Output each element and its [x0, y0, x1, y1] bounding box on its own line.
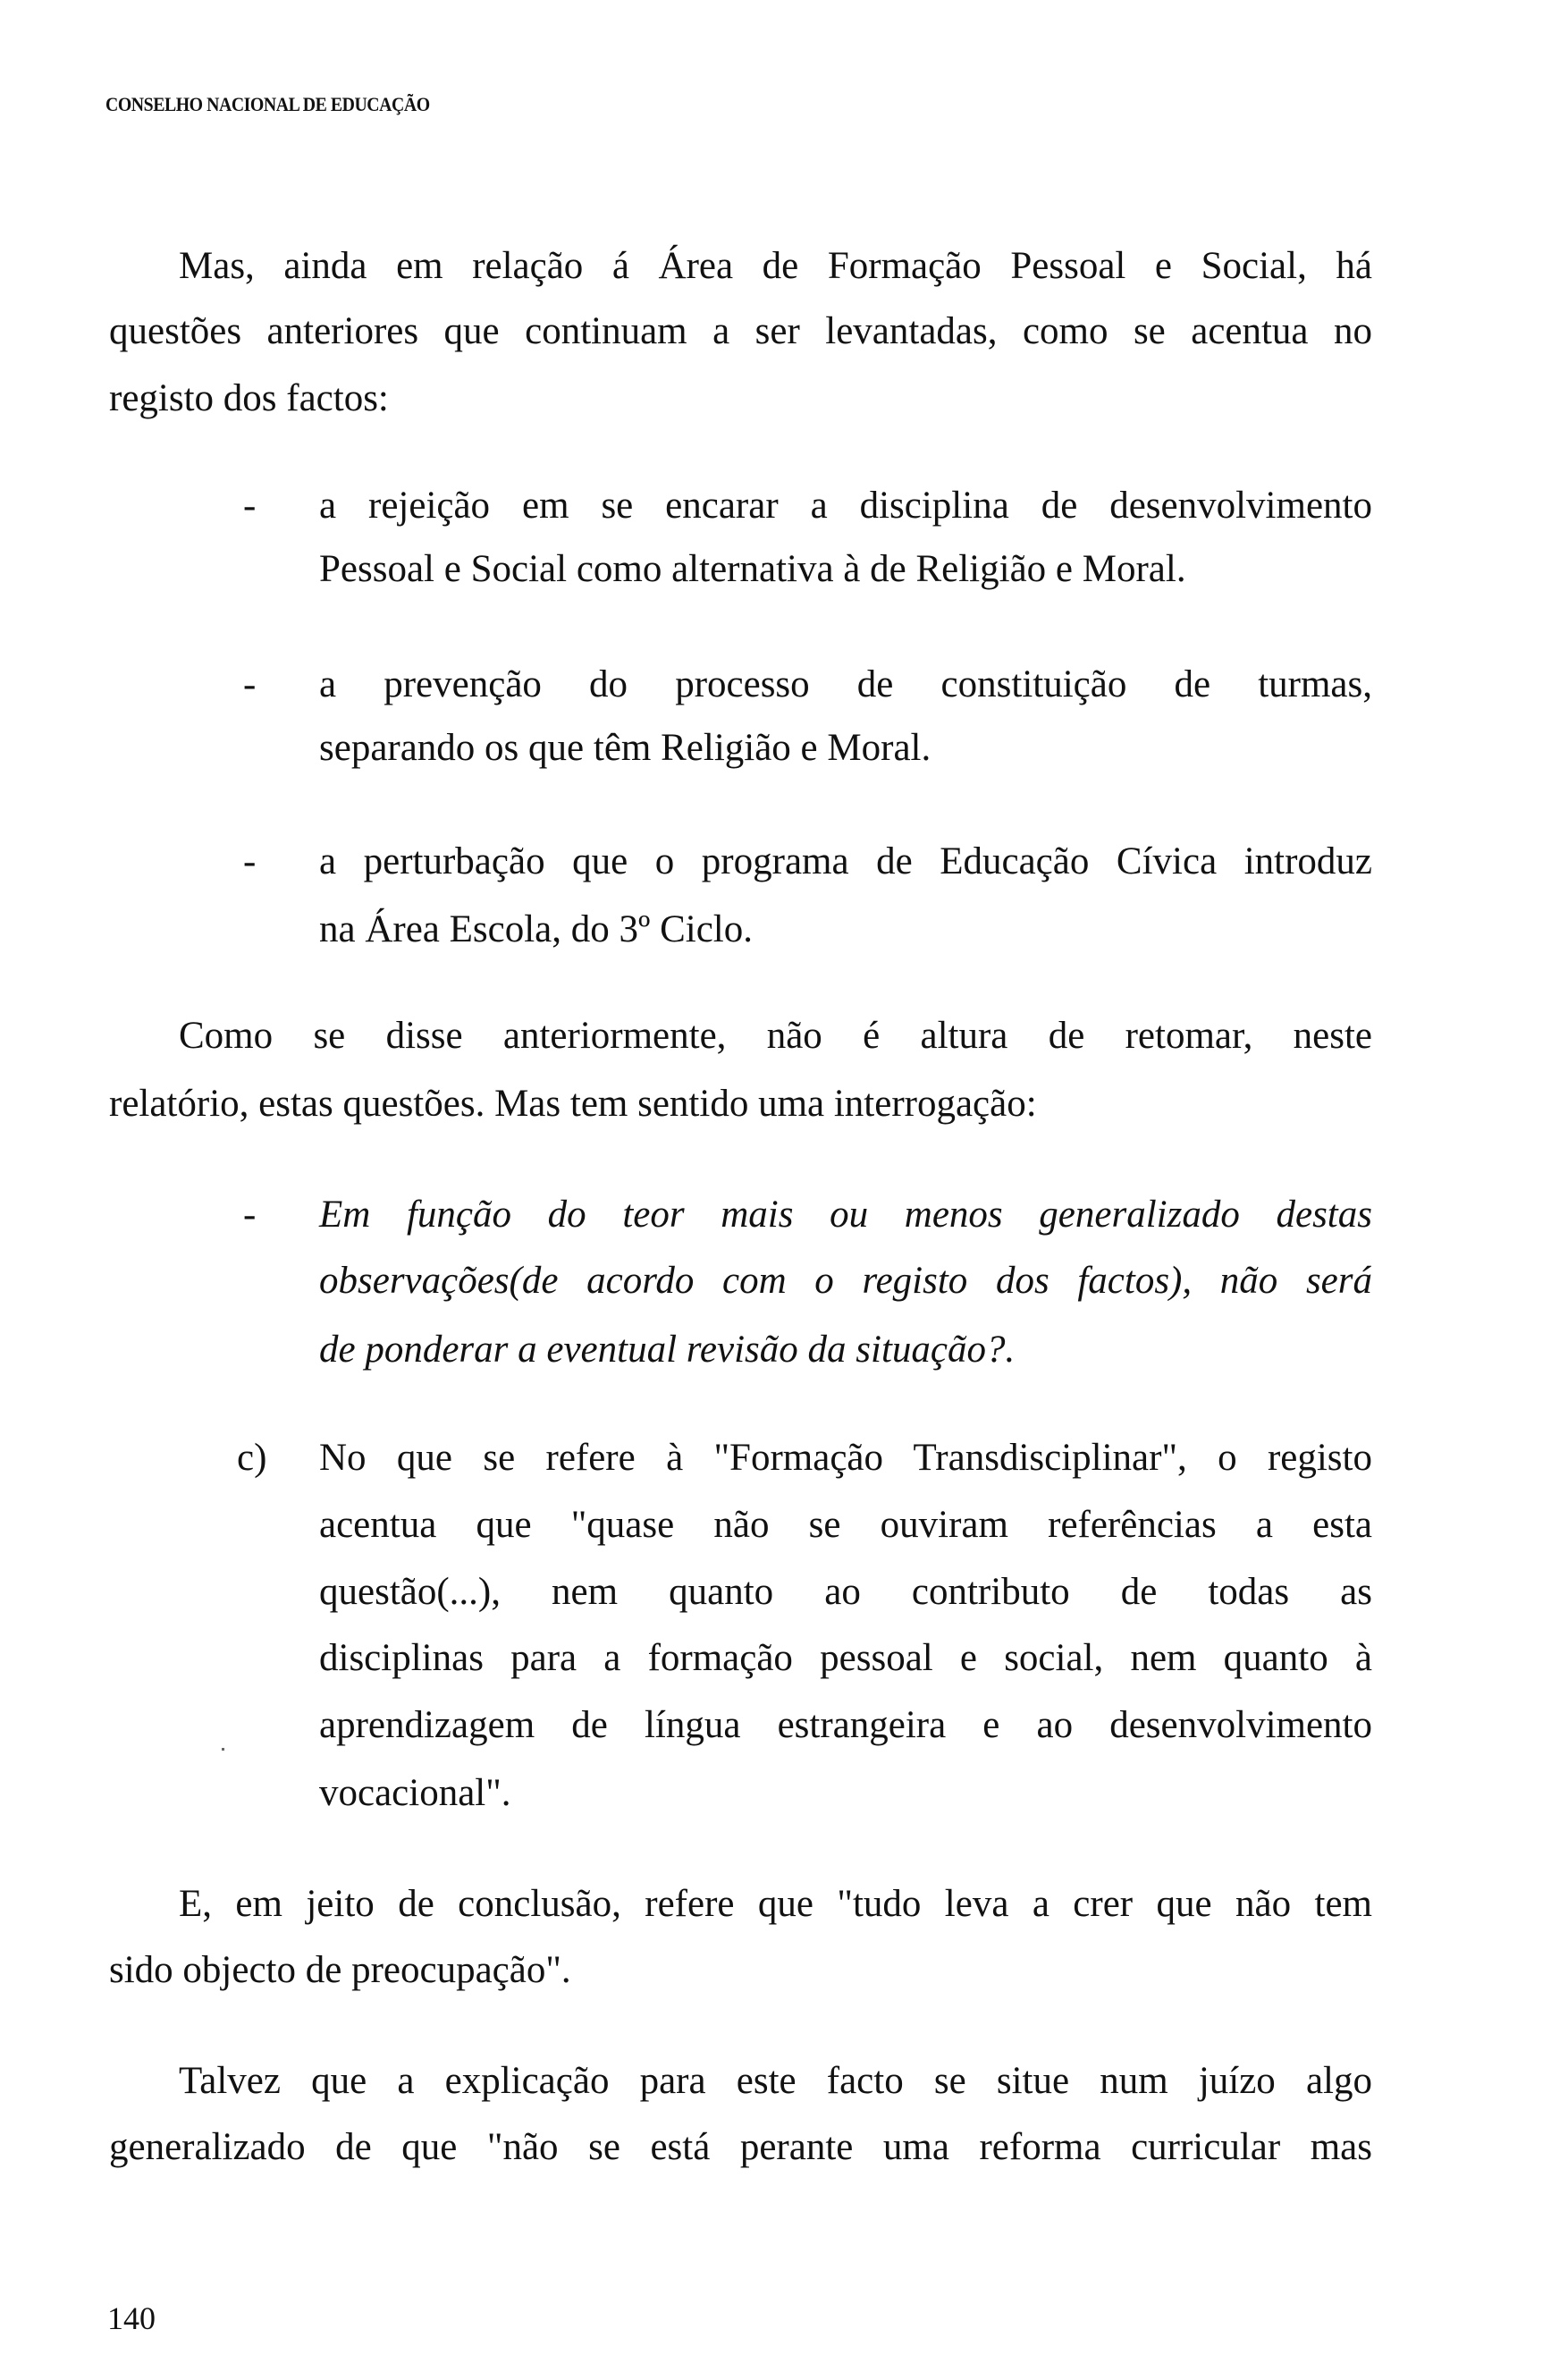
item-c-line: vocacional". [319, 1772, 511, 1814]
bullet-line: a rejeição em se encarar a disciplina de desenvolvimento [319, 485, 1372, 527]
bullet-line: a prevenção do processo de constituição de turmas, [319, 663, 1372, 705]
bullet-dash: - [243, 485, 257, 527]
paragraph-line: Mas, ainda em relação á Área de Formação Pessoal e Social, há [179, 245, 1372, 287]
question-line: Em função do teor mais ou menos generalizado destas [319, 1194, 1372, 1236]
paragraph-line: E, em jeito de conclusão, refere que "tudo leva a crer que não tem [179, 1883, 1372, 1925]
bullet-dash: - [243, 840, 257, 882]
item-c-line: aprendizagem de língua estrangeira e ao desenvolvimento [319, 1704, 1372, 1746]
paragraph-line: Talvez que a explicação para este facto se situe num juízo algo [179, 2060, 1372, 2102]
bullet-line: na Área Escola, do 3º Ciclo. [319, 908, 753, 950]
question-line: de ponderar a eventual revisão da situação?. [319, 1329, 1016, 1371]
paragraph-line: Como se disse anteriormente, não é altura de retomar, neste [179, 1015, 1372, 1057]
paragraph-line: generalizado de que "não se está perante uma reforma curricular mas [109, 2126, 1372, 2168]
page-number: 140 [107, 2300, 156, 2336]
question-dash: - [243, 1194, 257, 1236]
paragraph-line: questões anteriores que continuam a ser levantadas, como se acentua no [109, 310, 1372, 352]
item-c-label: c) [237, 1437, 267, 1479]
paragraph-line: registo dos factos: [109, 377, 389, 419]
item-c-line: acentua que "quase não se ouviram referências a esta [319, 1504, 1372, 1546]
bullet-line: Pessoal e Social como alternativa à de Religião e Moral. [319, 548, 1186, 590]
bullet-dash: - [243, 663, 257, 705]
stray-mark [222, 1748, 224, 1751]
bullet-line: separando os que têm Religião e Moral. [319, 727, 931, 769]
question-line: observações(de acordo com o registo dos factos), não será [319, 1260, 1372, 1302]
item-c-line: disciplinas para a formação pessoal e social, nem quanto à [319, 1637, 1372, 1679]
bullet-line: a perturbação que o programa de Educação Cívica introduz [319, 840, 1372, 882]
item-c-line: No que se refere à "Formação Transdisciplinar", o registo [319, 1437, 1372, 1479]
item-c-line: questão(...), nem quanto ao contributo de todas as [319, 1571, 1372, 1613]
running-header: CONSELHO NACIONAL DE EDUCAÇÃO [105, 93, 430, 115]
paragraph-line: relatório, estas questões. Mas tem sentido uma interrogação: [109, 1083, 1037, 1125]
paragraph-line: sido objecto de preocupação". [109, 1949, 571, 1991]
